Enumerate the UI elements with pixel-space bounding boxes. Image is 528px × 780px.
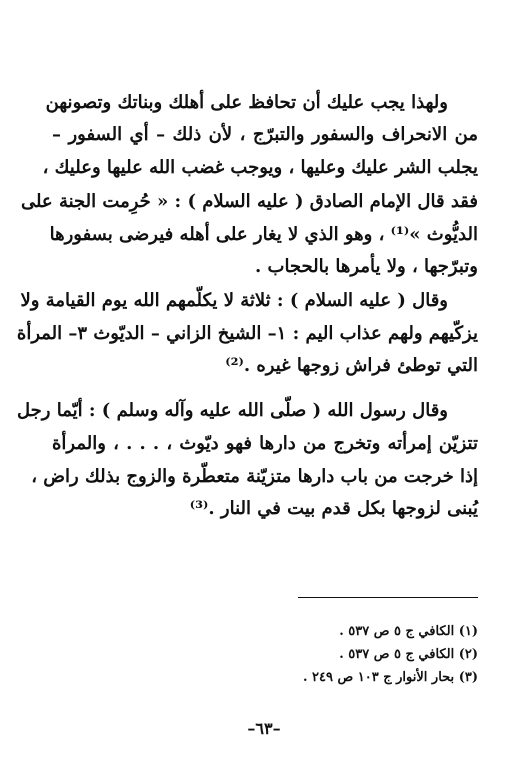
text-line: فقد قال الإمام الصادق ( عليه السلام ) : « حُرِمت الجنة على xyxy=(20,191,478,212)
text-line: يزكّيهم ولهم عذاب اليم : ١– الشيخ الزاني – الديّوث ٣– المرأة xyxy=(16,323,478,344)
text-line: يُبنى لزوجها بكل قدم بيت في النار .⁽³⁾ xyxy=(189,498,478,519)
footnote: (٢) الكافي ج ٥ ص ٥٣٧ . xyxy=(339,647,478,662)
text-line: يجلب الشر عليك وعليها ، ويوجب غضب الله عليها وعليك ، xyxy=(42,157,478,178)
page-number: –٦٣– xyxy=(247,719,281,738)
text-line: الديُّوث »⁽¹⁾ ، وهو الذي لا يغار على أهله فيرضى بسفورها xyxy=(49,224,478,245)
text-line: وتبرّجها ، ولا يأمرها بالحجاب . xyxy=(254,256,478,277)
text-line: وقال رسول الله ( صلّى الله عليه وآله وسلم ) : أيّما رجل xyxy=(17,400,448,421)
text-line: من الانحراف والسفور والتبرّج ، لأن ذلك – أي السفور – xyxy=(52,124,478,145)
text-line: إذا خرجت من باب دارها متزيّنة متعطّرة والزوج بذلك راض ، xyxy=(31,466,478,487)
text-line: تتزيّن إمرأته وتخرج من دارها فهو ديّوث ، . . . ، والمرأة xyxy=(52,433,478,454)
footnote: (١) الكافي ج ٥ ص ٥٣٧ . xyxy=(339,624,478,639)
text-line: التي توطئ فراش زوجها غيره .⁽²⁾ xyxy=(225,355,478,376)
text-line: وقال ( عليه السلام ) : ثلاثة لا يكلّمهم الله يوم القيامة ولا xyxy=(20,290,448,311)
text-line: ولهذا يجب عليك أن تحافظ على أهلك وبناتك وتصونهن xyxy=(45,92,448,113)
footnote: (٣) بحار الأنوار ج ١٠٣ ص ٢٤٩ . xyxy=(302,670,478,685)
footnote-separator xyxy=(298,597,478,598)
